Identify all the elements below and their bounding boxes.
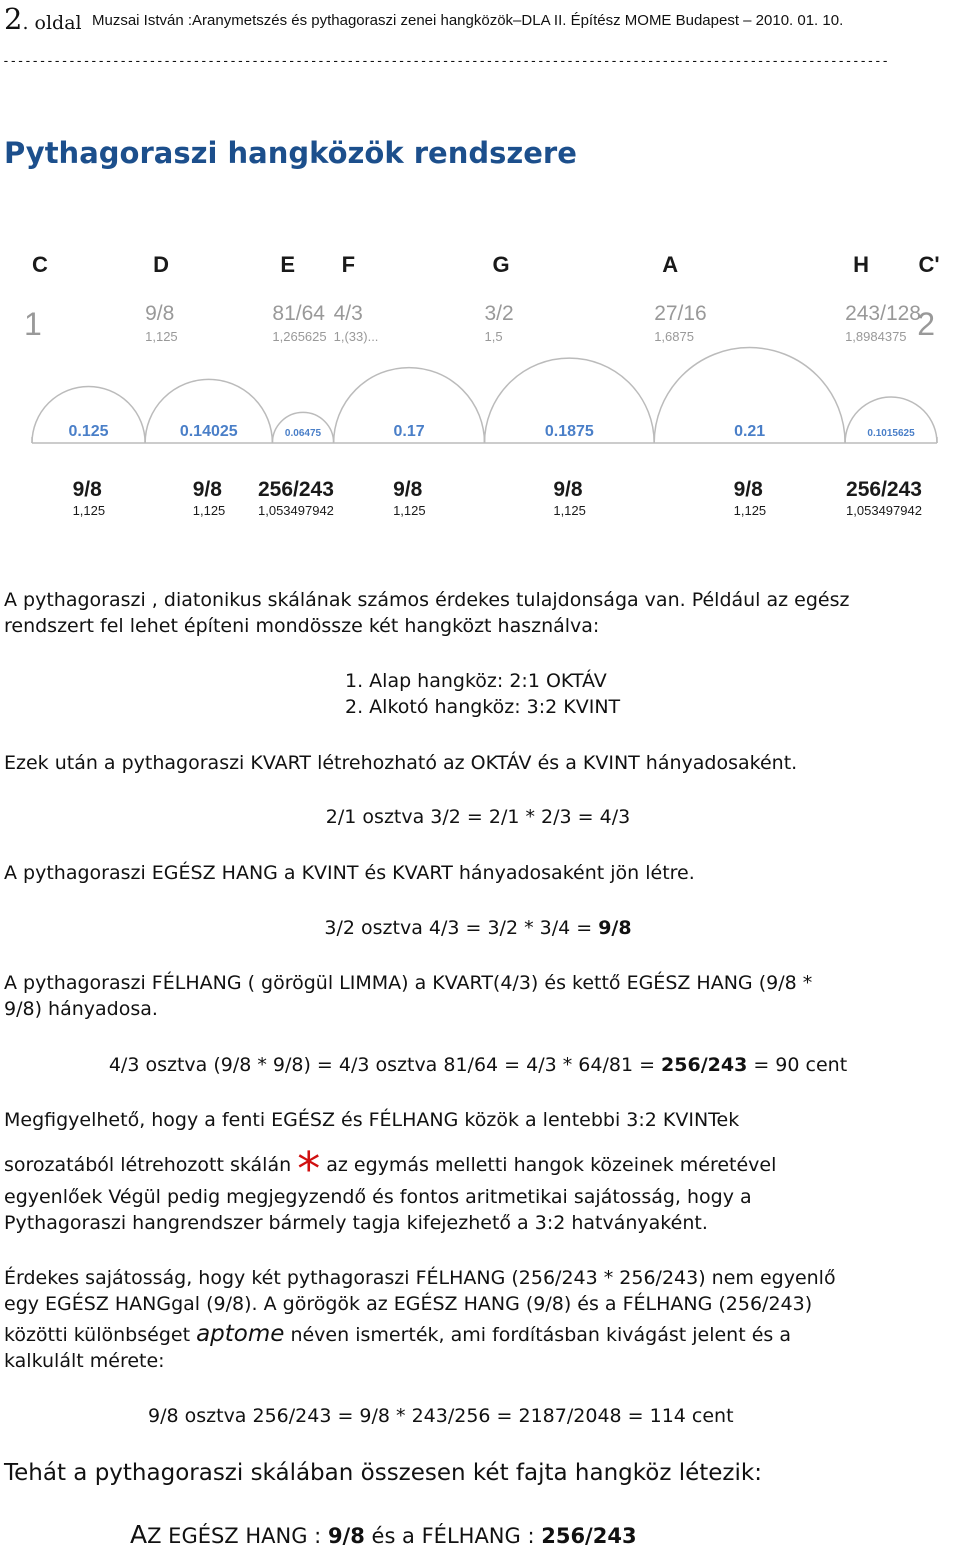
equation-text: 3/2 osztva 4/3 = 3/2 * 3/4 =	[324, 917, 599, 939]
note-ratio: 4/3	[333, 302, 363, 325]
final-text: és a FÉLHANG :	[364, 1524, 542, 1548]
header-subtitle: Aranymetszés és pythagoraszi zenei hangközök–DLA II. Építész MOME Budapest – 2010. 01. 10.	[192, 12, 844, 29]
note-decimal: 1,125	[145, 329, 178, 344]
equation-result: 256/243	[661, 1054, 748, 1076]
text-segment: az egymás melletti hangok közeinek méretével	[320, 1154, 777, 1176]
note-ratio: 1	[24, 306, 42, 342]
note-decimal: 1,(33)...	[333, 329, 379, 344]
note-labels	[24, 252, 940, 344]
gap-label: 0.1015625	[867, 428, 915, 439]
paragraph-semitone	[0, 970, 960, 1022]
equation-result: 9/8	[598, 917, 632, 939]
text-line: Érdekes sajátosság, hogy két pythagoraszi FÉLHANG (256/243 * 256/243) nem egyenlő	[4, 1267, 836, 1289]
note-decimal: 1,6875	[654, 329, 694, 344]
paragraph-kvart: Ezek után a pythagoraszi KVART létrehozható az OKTÁV és a KVINT hányadosaként.	[4, 752, 798, 774]
note-name: E	[280, 252, 296, 277]
final-semitone: 256/243	[541, 1524, 637, 1548]
asterisk-mark: *	[297, 1142, 321, 1196]
text-line: Pythagoraszi hangrendszer bármely tagja kifejezhető a 3:2 hatványaként.	[4, 1212, 708, 1234]
list-item: 2. Alkotó hangköz: 3:2 KVINT	[345, 696, 621, 718]
paragraph-observation-cont	[0, 1142, 960, 1196]
gap-label: 0.17	[393, 423, 425, 440]
text-line: rendszert fel lehet építeni mondössze két hangközt használva:	[4, 615, 600, 637]
interval-labels	[73, 478, 922, 518]
text-line: egy EGÉSZ HANGgal (9/8). A görögök az EGÉSZ HANG (9/8) és a FÉLHANG (256/243)	[4, 1293, 813, 1315]
note-name: H	[853, 252, 869, 277]
paragraph-whole-tone: A pythagoraszi EGÉSZ HANG a KVINT és KVART hányadosaként jön létre.	[4, 862, 695, 884]
note-name: D	[153, 252, 170, 277]
text-line: A pythagoraszi FÉLHANG ( görögül LIMMA) a KVART(4/3) és kettő EGÉSZ HANG (9/8 *	[4, 972, 813, 994]
interval-decimal: 1,125	[553, 503, 586, 518]
final-text: Z EGÉSZ HANG :	[147, 1524, 328, 1548]
note-name: A	[662, 252, 679, 277]
note-ratio: 3/2	[484, 302, 514, 325]
paragraph-aptome	[0, 1265, 960, 1374]
gap-label: 0.06475	[284, 428, 322, 439]
text-line: kalkulált mérete:	[4, 1350, 165, 1372]
text-segment: közötti különbséget	[4, 1324, 197, 1346]
interval-arcs	[32, 348, 937, 443]
interval-ratio: 9/8	[192, 478, 222, 501]
interval-decimal: 1,125	[393, 503, 426, 518]
note-name: C	[32, 252, 48, 277]
note-ratio: 27/16	[654, 302, 707, 325]
interval-ratio: 9/8	[393, 478, 423, 501]
paragraph-intro	[0, 587, 960, 639]
equation-text: 4/3 osztva (9/8 * 9/8) = 4/3 osztva 81/64 = 4/3 * 64/81 =	[108, 1054, 662, 1076]
interval-diagram	[0, 240, 960, 530]
note-ratio: 2	[917, 306, 935, 342]
page-number-digit: 2	[4, 2, 23, 36]
text-line	[4, 1321, 960, 1348]
gap-label: 0.14025	[179, 423, 238, 440]
gap-label: 0.1875	[544, 423, 594, 440]
text-line: egyenlőek Végül pedig megjegyzendő és fontos aritmetikai sajátosság, hogy a	[4, 1186, 752, 1208]
final-initial: A	[130, 1520, 148, 1549]
note-name: C'	[918, 252, 940, 277]
summary-heading: Tehát a pythagoraszi skálában összesen két fajta hangköz létezik:	[4, 1460, 762, 1486]
interval-ratio: 9/8	[553, 478, 583, 501]
paragraph-observation-end	[0, 1184, 960, 1236]
interval-ratio: 9/8	[72, 478, 102, 501]
text-segment: néven ismerték, ami fordításban kivágást jelent és a	[284, 1324, 791, 1346]
header-author: Muzsai István :	[92, 12, 193, 29]
final-whole-tone: 9/8	[327, 1524, 365, 1548]
gap-labels	[69, 423, 916, 440]
interval-decimal: 1,053497942	[258, 503, 334, 518]
text-line: A pythagoraszi , diatonikus skálának számos érdekes tulajdonsága van. Például az egész	[4, 589, 850, 611]
equation-kvart: 2/1 osztva 3/2 = 2/1 * 2/3 = 4/3	[325, 806, 631, 828]
note-ratio: 81/64	[272, 302, 325, 325]
interval-decimal: 1,125	[733, 503, 767, 518]
note-decimal: 1,8984375	[845, 329, 907, 344]
aptome-term: aptome	[196, 1321, 285, 1347]
header-text	[92, 12, 843, 29]
note-decimal: 1,5	[484, 329, 503, 344]
interval-decimal: 1,125	[192, 503, 226, 518]
interval-decimal: 1,053497942	[846, 503, 922, 518]
interval-decimal: 1,125	[72, 503, 106, 518]
page-word: . oldal	[22, 12, 82, 34]
page-number	[4, 2, 82, 36]
equation-semitone	[0, 1052, 956, 1078]
gap-label: 0.21	[734, 423, 766, 440]
note-ratio: 9/8	[145, 302, 175, 325]
interval-ratio: 256/243	[258, 478, 334, 501]
text-line: 9/8) hányadosa.	[4, 998, 158, 1020]
interval-ratio: 9/8	[733, 478, 763, 501]
list-item: 1. Alap hangköz: 2:1 OKTÁV	[345, 670, 607, 692]
paragraph-observation: Megfigyelhető, hogy a fenti EGÉSZ és FÉLHANG közök a lentebbi 3:2 KVINTek	[4, 1109, 740, 1131]
list-intervals	[345, 668, 945, 720]
gap-label: 0.125	[68, 423, 109, 440]
page-title: Pythagoraszi hangközök rendszere	[4, 136, 577, 170]
equation-whole-tone	[0, 915, 956, 941]
equation-cents: = 90 cent	[747, 1054, 848, 1076]
note-name: G	[492, 252, 510, 277]
header-divider: -------------------------------------------------------------------------------------------------------------------------	[2, 54, 889, 69]
equation-aptome: 9/8 osztva 256/243 = 9/8 * 243/256 = 2187/2048 = 114 cent	[148, 1405, 734, 1427]
note-decimal: 1,265625	[272, 329, 327, 344]
note-name: F	[341, 252, 356, 277]
final-statement	[130, 1520, 637, 1549]
note-ratio: 243/128	[845, 302, 922, 325]
interval-ratio: 256/243	[846, 478, 922, 501]
text-segment: sorozatából létrehozott skálán	[4, 1154, 298, 1176]
